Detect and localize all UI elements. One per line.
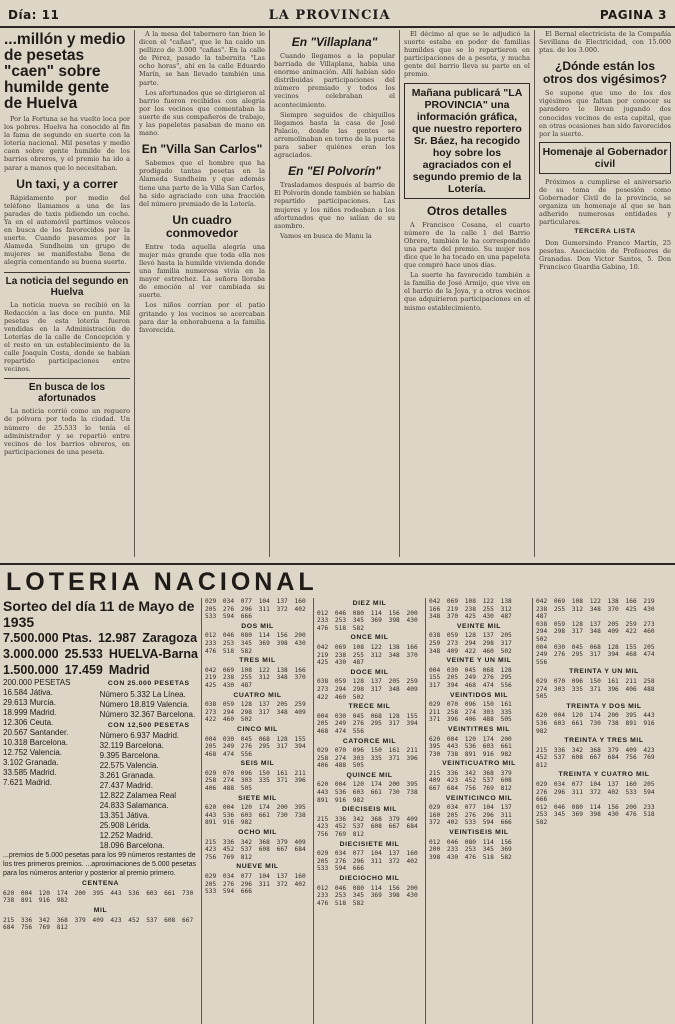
article-paragraph: Próximos a cumplirse el aniversario de su toma de posesión como Gobernador Civil de la provincia, se organiza un homenaje al que se han adherido numerosas entidades y particulares.: [539, 177, 671, 227]
page-number: PAGINA 3: [599, 8, 667, 22]
subheadline-donde: ¿Dónde están los otros dos vigésimos?: [542, 59, 668, 87]
article-paragraph: Cuando llegamos a la popular barriada de Villaplana, había una enorme animación. Allí habían sido distribuidas participaciones del número premiado y todos los vecinos celebraban el acontecimiento.: [274, 52, 395, 109]
newspaper-title: LA PROVINCIA: [268, 7, 391, 23]
second-prize-list: CON 25.000 PESETAS Número 5.332 La Línea. Número 18.819 Valencia. Número 32.367 Barcelona. CON 12,500 PESETAS Número 6.937 Madrid. 32.119 Barcelona. 9.395 Barcelona. 22.575 Valencia. 3.261 Granada. 27.437 Madrid. 12.822 Zalamea Real 24.833 Salamanca. 13.351 Játiva. 25.908 Lérida. 12.252 Madrid. 18.096 Barcelona.: [99, 680, 196, 851]
article-paragraph: Vamos en busca de Manu la: [280, 231, 372, 240]
column-5: [535, 30, 675, 557]
lottery-col-2: 029 034 077 104 137 160 205 276 296 311 372 402 533 594 666 DOS MIL 012 046 080 114 156 200 233 253 345 369 398 430 476 518 582 TRES MIL 042 069 108 122 138 166 219 238 255 312 348 370 425 430 487 CUATRO MIL 038 059 128 137 205 259 273 294 298 317 348 409 422 460 502 CINCO MIL 004 030 045 068 128 155 205 249 276 295 317 394 468 474 556 SEIS MIL 029 070 096 150 161 211 258 274 303 335 371 396 406 488 505 SIETE MIL 620 004 120 174 200 395 443 536 603 661 730 738 891 916 982 OCHO MIL 215 336 342 368 379 409 423 452 537 608 667 684 756 769 812 NUEVE MIL 029 034 077 104 137 160 205 276 296 311 372 402 533 594 666: [202, 598, 314, 1024]
article-paragraph: Los afortunados que se dirigieron al barrio fueron recibidos con alegría por los vecinos que comentaban la suerte de sus compañeros de trabajo, y las papeletas pasaban de mano en mano.: [139, 88, 265, 138]
section-title: MIL: [93, 906, 108, 914]
article-paragraph: A Francisco Cosana, el cuarto número de la calle 1 del Barrio Obrero, también le ha correspondido una parte del premio. Su mujer nos dice que le ha tocado en una papeleta que compró hace unos días.: [404, 220, 530, 270]
subheadline-cuadro: Un cuadro conmovedor: [165, 212, 238, 240]
article-paragraph: Don Gumersindo Franco Martín, 25 pesetas. Asociación de Profesores de Granadas. Don Victor Santos, 5. Don Francisco Guardia Gabino, 10.: [539, 238, 671, 271]
article-paragraph: La noticia nueva se recibió en la Redacción a las doce en punto. Mil pesetas de esta lotería fueron vendidas en la Administración de Loterías de la calle de Concepción y el resto en un establecimiento de la calle Joaquín Costa, donde se habían repartido participaciones entre vecinos.: [4, 300, 130, 374]
masthead: [0, 4, 675, 28]
article-paragraph: El décimo al que se le adjudicó la suerte estaba en poder de familias humildes que se lo repartieron en participaciones de a peseta, y mucha gente del barrio lleva su parte en el premio.: [404, 30, 530, 79]
issue-date: Día: 11: [8, 8, 60, 22]
article-paragraph: Trasladamos después al barrio de El Polvorín donde también se habían repartido participaciones. Las mujeres y los niños rodeaban a los afortunados que no salían de su asombro.: [274, 181, 395, 230]
article-paragraph: Entre toda aquella alegría una mujer más grande que toda ella nos llevó hasta la humilde vivienda donde una familia numerosa vivía en la mayor estrechez. La señora lloraba de emoción al ver cambiada su suerte.: [139, 242, 265, 300]
announcement-box: Mañana publicará "LA PROVINCIA" una información gráfica, que nuestro reportero Sr. Báez, ha recogido hoy sobre los agraciados con el segundo premio de la Lotería.: [404, 83, 530, 199]
prize-row: 7.500.000 Ptas. 12.987 Zaragoza: [3, 631, 198, 645]
article-paragraph: Los niños corrían por el patio gritando y los vecinos se acercaban para dar la enhorabuena a la familia favorecida.: [139, 301, 265, 334]
lottery-col-1: Sorteo del día 11 de Mayo de 1935 7.500.000 Ptas. 12.987 Zaragoza 3.000.000 25.533 HUELVA-Barna 1.500.000 17.459 Madrid 200.000 PESETAS 16.584 Játiva. 29.613 Murcia. 18.999 Madrid. 12.306 Ceuta. 20.567 Santander. 10.318 Barcelona. 12.752 Valencia. 3.102 Granada. 33.585 Madrid. 7.621 Madrid. CON 25.000 PESETAS Número 5.332 La Línea. Número 18.819 Valencia. Número 32.367 Barcelona. CON 12,500 PESETAS Número 6.937 Madrid. 32.119 Barcelona. 9.395 Barcelona. 22.575 Valencia. 3.261 Granada. 27.437 Madrid. 12.822 Zalamea Real 24.833 Salamanca. 13.351 Játiva. 25.908 Lérida. 12.252 Madrid. 18.096 Barcelona. ...premios de 5.000 pesetas para los 99 números restantes de los tres primeros premios. ...aproximaciones de 5.000 pesetas para los números anterior y posterior al premio primero. CENTENA 620 004 120 174 200 395 443 536 603 661 730 738 891 916 982 MIL 215 336 342 368 379 409 423 452 537 608 667 684 756 769 812: [0, 598, 202, 1024]
lottery-col-5: 042 069 108 122 138 166 219 238 255 312 348 370 425 430 487 038 059 128 137 205 259 273 294 298 317 348 409 422 460 502 004 030 045 068 128 155 205 249 276 295 317 394 468 474 556 TREINTA Y UN MIL 029 070 096 150 161 211 258 274 303 335 371 396 406 488 505 TREINTA Y DOS MIL 620 004 120 174 200 395 443 536 603 661 730 738 891 916 982 TREINTA Y TRES MIL 215 336 342 368 379 409 423 452 537 608 667 684 756 769 812 TREINTA Y CUATRO MIL 029 034 077 104 137 160 205 276 296 311 372 402 533 594 666 012 046 080 114 156 200 233 253 345 369 398 430 476 518 582: [536, 598, 655, 827]
sorteo-title: Sorteo del día 11 de Mayo de 1935: [3, 598, 195, 630]
main-headline: ...millón y medio de pesetas "caen" sobre humilde gente de Huelva: [4, 31, 126, 112]
article-paragraph: La noticia corrió como un reguero de pólvora por toda la ciudad. Un número de 25.533 lo tenía el administrador y se repartió entre vecinos de los barrios obreros, en participaciones de una peseta.: [4, 407, 130, 456]
article-paragraph: Rápidamente por medio del teléfono llamamos a una de las paradas de taxis pidiendo un coche. Ya en el automóvil partimos veloces en busca de los favorecidos por la suerte. Cuando pasamos por la Alameda Sundheim un grupo de mujeres se manifestaba llena de alegría comentando su buena suerte.: [4, 193, 130, 267]
column-2: [135, 30, 270, 557]
article-paragraph: La suerte ha favorecido también a la familia de José Armijo, que vive en el barrio de la Joya, y a otros vecinos que adquirieron participaciones en el mismo establecimiento.: [404, 271, 530, 312]
prize-notes: ...premios de 5.000 pesetas para los 99 números restantes de los tres primeros premios. ...aproximaciones de 5.000 pesetas para los números anterior y posterior al premio primero.: [3, 852, 196, 878]
prize-row: 3.000.000 25.533 HUELVA-Barna: [3, 647, 198, 661]
subheadline-polvorin: En "El Polvorín": [288, 164, 381, 179]
subheadline-villaplana: En "Villaplana": [291, 35, 378, 49]
article-paragraph: Por la Fortuna se ha vuelto loca por los pobres. Huelva ha conocido al fin la fama de segundo en suerte con la lotería nacional. Mil pesetas y medio caen sobre gente humilde de los barrios obreros, y el premio ha ido a parar a manos que lo necesitaban.: [4, 115, 130, 172]
column-3: [270, 30, 400, 557]
section-title: CENTENA: [81, 880, 120, 888]
list-title: TERCERA LISTA: [574, 228, 636, 236]
article-paragraph: Sabemos que el hombre que ha prodigado tantas pesetas en la Alameda Sundheim y que además tiene una parte de la Villa San Carlos, ha sido agraciado con una fracción del número premiado de la Lotería.: [139, 159, 265, 208]
first-prize-list: 200.000 PESETAS 16.584 Játiva. 29.613 Murcia. 18.999 Madrid. 12.306 Ceuta. 20.567 Santander. 10.318 Barcelona. 12.752 Valencia. 3.102 Granada. 33.585 Madrid. 7.621 Madrid.: [3, 678, 71, 787]
column-1: [0, 30, 135, 557]
lottery-results: [0, 598, 675, 1024]
lottery-col-3: DIEZ MIL 012 046 080 114 156 200 233 253 345 369 398 430 476 518 582 ONCE MIL 042 069 108 122 138 166 219 238 255 312 348 370 425 430 487 DOCE MIL 038 059 128 137 205 259 273 294 298 317 348 409 422 460 502 TRECE MIL 004 030 045 068 128 155 205 249 276 295 317 394 468 474 556 CATORCE MIL 029 070 096 150 161 211 258 274 303 335 371 396 406 488 505 QUINCE MIL 620 004 120 174 200 395 443 536 603 661 730 738 891 916 982 DIECISEIS MIL 215 336 342 368 379 409 423 452 537 608 667 684 756 769 812 DIECISIETE MIL 029 034 077 104 137 160 205 276 296 311 372 402 533 594 666 DIECIOCHO MIL 012 046 080 114 156 200 233 253 345 369 398 430 476 518 582: [314, 598, 426, 1024]
subheadline-noticia: La noticia del segundo en Huelva: [4, 272, 130, 298]
article-paragraph: A la mesa del tabernero tan bien le dicen el "cañas", que le ha caído un pellizco de 3.000 "cañas". En la calle de Pérez, pasado la tabernita "Las ocho horas", ahí en la calle Eduardo Marín, se han llevado también una parte.: [139, 30, 265, 87]
subheadline-busca: En busca de los afortunados: [4, 378, 130, 404]
lottery-banner: LOTERIA NACIONAL: [0, 563, 675, 595]
column-4: [400, 30, 535, 557]
subheadline-villa-san-carlos: En "Villa San Carlos": [141, 142, 263, 157]
homenaje-headline: Homenaje al Gobernador civil: [539, 142, 671, 174]
article-paragraph: El Bernal electricista de la Compañía Sevillana de Electricidad, con 15.000 ptas. de los 3.000.: [539, 30, 671, 55]
article-paragraph: Se supone que uno de los dos vigésimos que faltan por conocer su paradero lo llevan jugando dos conocidos vecinos de esta capital, que en otras ocasiones han sido favorecidos por la suerte.: [539, 89, 671, 138]
article-columns: [0, 30, 675, 557]
subheadline-taxi: Un taxi, y a correr: [16, 176, 118, 191]
prize-row: 1.500.000 17.459 Madrid: [3, 663, 150, 677]
subheadline-otros-detalles: Otros detalles: [426, 203, 508, 218]
lottery-col-4: 042 069 108 122 138 166 219 238 255 312 348 370 425 430 487 VEINTE MIL 038 059 128 137 205 259 273 294 298 317 348 409 422 460 502 VEINTE Y UN MIL 004 030 045 068 128 155 205 249 276 295 317 394 468 474 556 VEINTIDOS MIL 029 070 096 150 161 211 258 274 303 335 371 396 406 488 505 VEINTITRES MIL 620 004 120 174 200 395 443 536 603 661 730 738 891 916 982 VEINTICUATRO MIL 215 336 342 368 379 409 423 452 537 608 667 684 756 769 812 VEINTICINCO MIL 029 034 077 104 137 160 205 276 296 311 372 402 533 594 666 VEINTISEIS MIL 012 046 080 114 156 200 233 253 345 369 398 430 476 518 582: [426, 598, 533, 1024]
article-paragraph: Siempre seguidos de chiquillos llegamos hasta la casa de José Palacio, donde las gentes se arremolinaban en torno de la puerta para saber quiénes eran los agraciados.: [274, 110, 395, 160]
